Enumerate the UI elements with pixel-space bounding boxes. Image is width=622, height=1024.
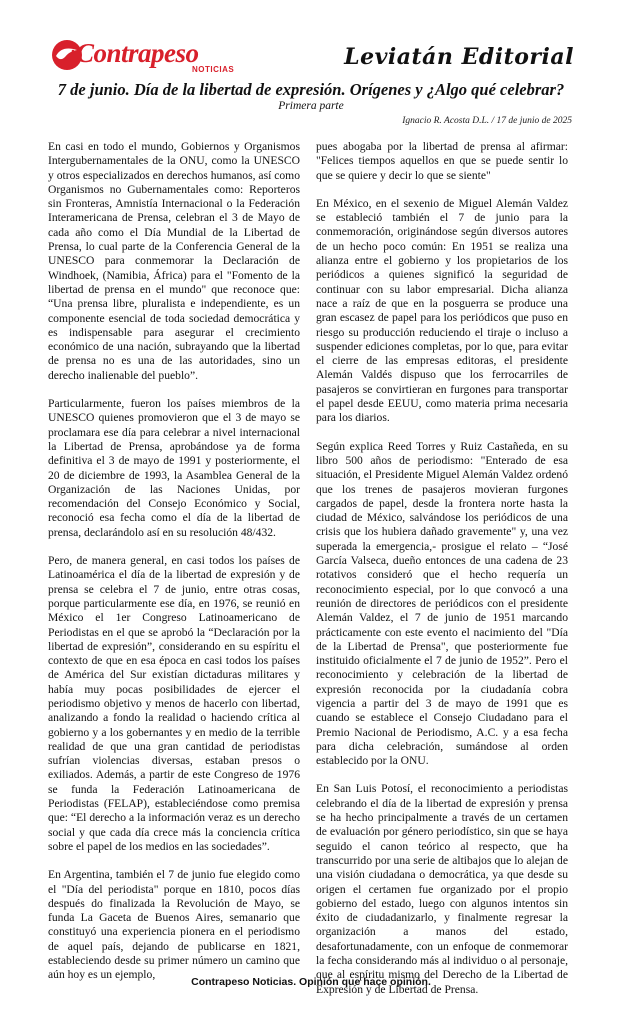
logo-text: Contrapeso	[76, 38, 199, 68]
article-headline: 7 de junio. Día de la libertad de expresión. Orígenes y ¿Algo qué celebrar?	[57, 80, 565, 99]
paragraph: pues abogaba por la libertad de prensa al afirmar: "Felices tiempos aquellos en que se puede sentir lo que se quiere y decir lo que se siente"	[316, 140, 568, 182]
section-title: Leviatán Editorial	[344, 44, 574, 70]
paragraph: Según explica Reed Torres y Ruiz Castañeda, en su libro 500 años de periodismo: "Enterado de esa situación, el Presidente Miguel Alemán Valdez ordenó que los trenes de pasajeros movieran furgones cargados de papel, desde la frontera norte hasta la ciudad de México, salvándose los periódicos de una crisis que los hubiera dañado gravemente" y, una vez superada la emergencia,- prosigue el relato – “José García Valseca, dueño entonces de una cadena de 23 rotativos consideró que el hecho requería un reconocimiento especial, por lo que convocó a una reunión de directores de periódicos con el presidente Alemán Valdez, el 7 de junio de 1951 marcando prácticamente con este evento el nacimiento del "Día de la Libertad de Prensa", que posteriormente fue instituido oficialmente el 7 de junio de 1952”. Pero el reconocimiento y celebración de la libertad de expresión reconocida por la ciudadanía cobra vigencia a partir del 3 de mayo de 1991 que es cuando se establece el Consejo Ciudadano para el Premio Nacional de Periodismo, A.C. y a esa fecha para dicha celebración, sumándose al orden establecido por la ONU.	[316, 439, 568, 768]
paragraph: En San Luis Potosí, el reconocimiento a periodistas celebrando el día de la libertad de expresión y prensa se ha hecho principalmente a través de un certamen de evaluación por género periodístico, sin que se haya seguido el canon teórico al respecto, que ha transcurrido por una serie de altibajos que lo alejan de una visión ciudadana o democrática, ya que desde su origen el certamen fue organizado por el propio gobierno del estado, luego con algunos intentos sin éxito de ciudadanizarlo, y finalmente regresar la organización a manos del estado, desafortunadamente, con un enfoque de conmemorar la fecha considerando más al individuo o al personaje, que al espíritu mismo del Derecho de la Libertad de Expresión y de Libertad de Prensa.	[316, 782, 568, 996]
article-subhead: Primera parte	[278, 100, 344, 112]
logo-subtext: NOTICIAS	[192, 65, 235, 74]
paragraph: En casi en todo el mundo, Gobiernos y Organismos Intergubernamentales de la ONU, como la UNESCO y otros especializados en derechos humanos, así como Organismos no Gubernamentales como: Reporteros sin Fronteras, Amnistía Internacional o la Federación Interamericana de Prensa, celebran el 3 de Mayo de cada año como el Día Mundial de la Libertad de Prensa, lo cual parte de la Conferencia General de la UNESCO para conmemorar la Declaración de Windhoek, (Namibia, África) para el "Fomento de la libertad de prensa en el mundo" que reconoce que: “Una prensa libre, pluralista e independiente, es un componente esencial de toda sociedad democrática y es indispensable para asegurar el crecimiento económico de una nación, subrayando que la libertad de prensa no es una de las autoridades, sino un derecho inalienable del pueblo”.	[48, 140, 300, 382]
paragraph: En México, en el sexenio de Miguel Alemán Valdez se estableció también el 7 de junio para la conmemoración, originándose según diversos autores de un hecho poco común: En 1951 se realiza una alianza entre el gobierno y los propietarios de los periódicos a quienes significó la seguridad de continuar con su labor empresarial. Dicha alianza nace a raíz de que en la posguerra se produce una gran escasez de papel para los periódicos que puso en riesgo su producción reduciendo el tiraje o incluso a suspender ediciones completas, por lo que, para evitar el cierre de las empresas editoras, el presidente Alemán Valdés dispuso que los ferrocarriles de pasajeros se convirtieran en furgones para transportar el papel desde EEUU, como materia prima necesaria para los diarios.	[316, 196, 568, 425]
contrapeso-logo[interactable]	[50, 38, 235, 78]
paragraph: Particularmente, fueron los países miembros de la UNESCO quienes promovieron que el 3 de mayo se proclamara ese día para celebrar a nivel internacional la Libertad de Prensa, aprobándose ya de forma definitiva el 3 de mayo de 1991 y posteriormente, el 20 de diciembre de 1993, la Asamblea General de la Organización de las Naciones Unidas, por recomendación del Consejo Económico y Social, reconoció esa fecha como el día de la libertad de prensa, declarándolo así en su resolución 48/432.	[48, 397, 300, 539]
article-byline: Ignacio R. Acosta D.L. / 17 de junio de 2025	[402, 116, 572, 126]
page-header	[0, 0, 622, 130]
left-column	[48, 140, 300, 997]
paragraph: Pero, de manera general, en casi todos los países de Latinoamérica el día de la libertad de expresión y de prensa se celebra el 7 de junio, entre otras cosas, porque particularmente ese día, en 1976, se reunió en México el 1er Congreso Latinoamericano de Periodistas en el que se aprobó la “Declaración por la libertad de expresión”, considerando en su espíritu el contexto de que en esa época en casi todos los países de América del Sur existían dictaduras militares y había muy pocas posibilidades de ejercer el periodismo objetivo y menos de hacerlo con libertad, analizando a fondo la realidad o haciendo crítica al gobierno y a los gobernantes y en medio de la terrible realidad de que una gran cantidad de periodistas sufrían violencias diversas, estaban presos o exiliados. Además, a partir de este Congreso de 1976 se funda la Federación Latinoamericana de Periodistas (FELAP), estableciéndose como premisa que: “El derecho a la información veraz es un derecho social y que cada día crece más la conciencia crítica sobre el papel de los medios en las sociedades”.	[48, 554, 300, 853]
page-footer: Contrapeso Noticias. Opinión que hace opinión.	[191, 976, 431, 988]
right-column	[316, 140, 568, 1011]
paragraph: En Argentina, también el 7 de junio fue elegido como el "Día del periodista" porque en 1810, pocos días después do finalizada la Revolución de Mayo, se funda La Gaceta de Buenos Aires, semanario que constituyó una experiencia pionera en el periodismo de aquel país, dejando de publicarse en 1821, estableciendo desde su primer número un camino que aún hoy es un ejemplo,	[48, 868, 300, 982]
